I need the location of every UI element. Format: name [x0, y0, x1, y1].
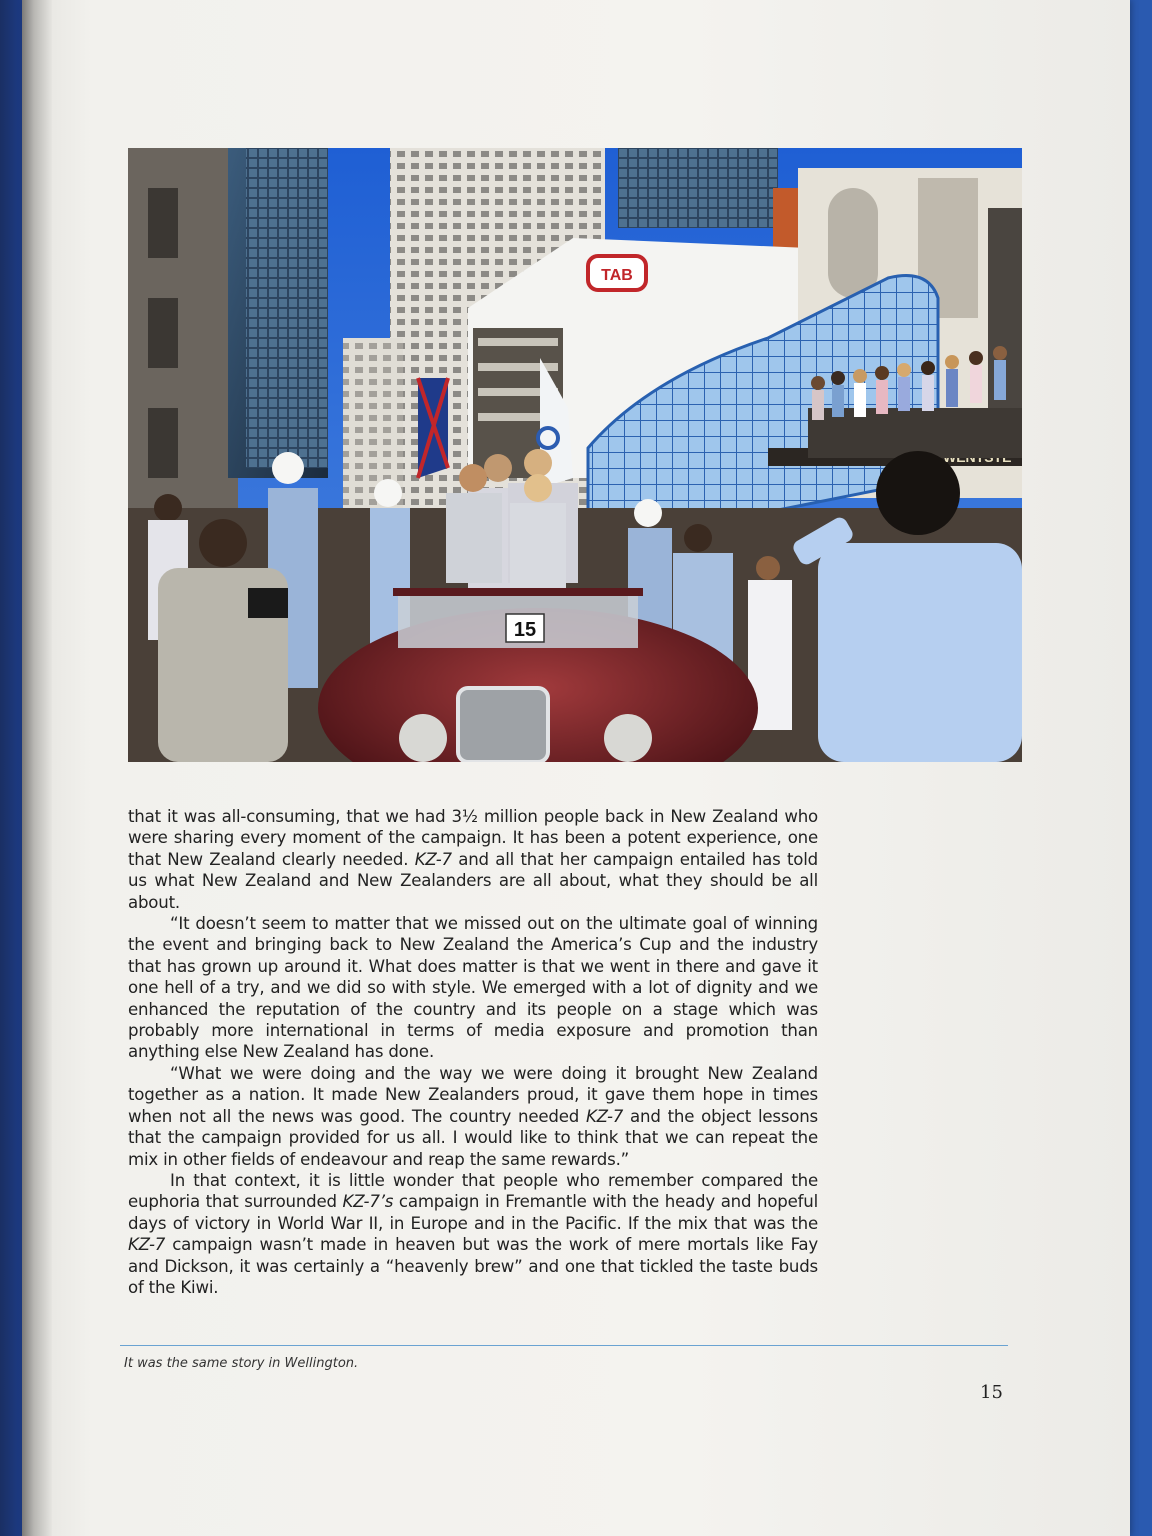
car-number: 15 — [513, 619, 537, 641]
italic-text: KZ-7 — [128, 1235, 166, 1255]
caption-rule — [120, 1345, 1008, 1346]
paragraph-text: campaign in Fremantle with the heady and hopeful days of victory in World War II, in Europe and in the Pacific. If the mix that was the — [128, 1192, 818, 1233]
paragraph-text: In that context, it is little wonder that people who remember compared the euphoria that surrounded — [128, 1170, 818, 1212]
left-building — [128, 148, 238, 568]
body-paragraph — [128, 1170, 818, 1298]
italic-text: KZ-7’s — [342, 1192, 394, 1212]
glass-tower — [246, 148, 328, 468]
page-gutter-shadow — [22, 0, 52, 1536]
paragraph-text: campaign wasn’t made in heaven but was the work of mere mortals like Fay and Dickson, it was certainly a “heavenly brew” and one that tickled the taste buds of the Kiwi. — [128, 1235, 818, 1297]
paragraph-text: “It doesn’t seem to matter that we missed out on the ultimate goal of winning the event and bringing back to New Zealand the America’s Cup and the industry that has grown up around it. What does matter is that we went in there and gave it one hell of a try, and we did so with style. We emerged with a lot of dignity and we enhanced the reputation of the country and its people on a stage which was probably more international in terms of media exposure and promotion than anything else New Zealand has done. — [128, 914, 818, 1062]
photo-caption: It was the same story in Wellington. — [124, 1356, 359, 1371]
paragraph-text: and all that her campaign entailed has told us what New Zealand and New Zealanders are all about, what they should be all about. — [128, 849, 818, 912]
paragraph-text: that it was all-consuming, that we had 3½ million people back in New Zealand who were sharing every moment of the campaign. It has been a potent experience, one that New Zealand clearly needed. — [128, 807, 818, 869]
parade-photo — [128, 148, 1022, 762]
paragraph-text: and the object lessons that the campaign provided for us all. I would like to think that we can repeat the mix in other fields of endeavour and reap the same rewards.” — [128, 1106, 818, 1169]
article-body — [128, 806, 818, 1298]
italic-text: KZ-7 — [585, 1106, 624, 1126]
tab-sign-text: TAB — [601, 267, 633, 284]
paragraph-text: “What we were doing and the way we were doing it brought New Zealand together as a nation. It made New Zealanders proud, it gave them hope in times when not all the news was good. The country needed — [128, 1063, 818, 1126]
body-paragraph — [128, 806, 818, 913]
page-number: 15 — [980, 1382, 1003, 1403]
body-paragraph — [128, 913, 818, 1063]
italic-text: KZ-7 — [414, 849, 452, 869]
body-paragraph — [128, 1063, 818, 1170]
